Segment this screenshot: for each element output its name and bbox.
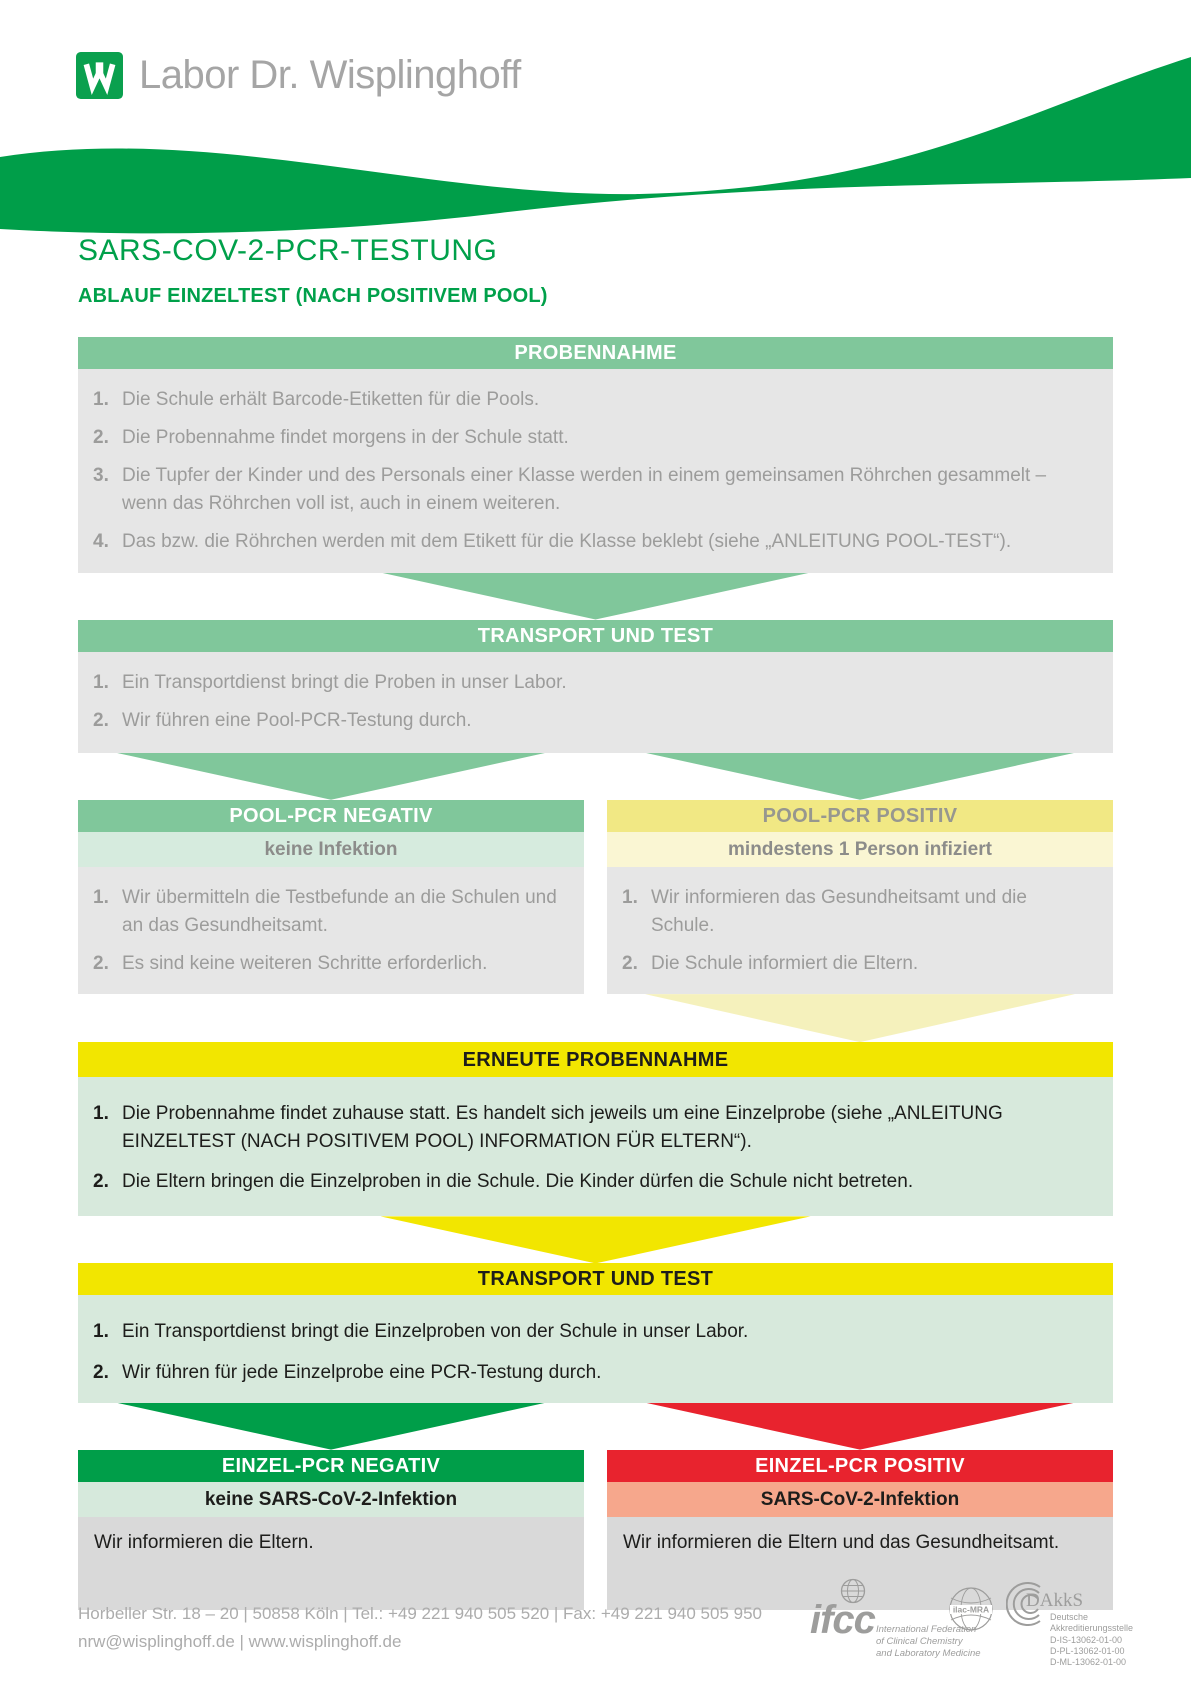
dakks-caption-line: D-ML-13062-01-00 [1050, 1657, 1127, 1667]
item-number: 4. [93, 531, 109, 553]
flow-arrow-down-icon [381, 573, 811, 620]
section-body [78, 652, 1113, 753]
list-item [93, 884, 566, 940]
list-item [93, 1318, 1095, 1346]
section-header: TRANSPORT UND TEST [78, 1263, 1113, 1295]
section-body: Wir informieren die Eltern und das Gesundheitsamt. [607, 1517, 1113, 1610]
item-number: 3. [93, 465, 109, 487]
item-text: Die Probennahme findet zuhause statt. Es handelt sich jeweils um eine Einzelprobe (siehe „ANLEITUNG EINZELTEST (NACH POSITIVEM POOL) INFORMATION FÜR ELTERN“). [122, 1103, 1003, 1153]
list-item [93, 462, 1095, 518]
section-body [607, 867, 1113, 994]
list-item [93, 1359, 1095, 1387]
brand-name: Labor Dr. Wisplinghoff [139, 53, 521, 97]
section-header: POOL-PCR POSITIV [607, 800, 1113, 832]
section-subheader: mindestens 1 Person infiziert [607, 832, 1113, 867]
item-text: Die Probennahme findet morgens in der Schule statt. [122, 427, 569, 449]
section-pool-negativ [78, 800, 584, 994]
dakks-caption-line: D-PL-13062-01-00 [1050, 1645, 1125, 1656]
item-text: Das bzw. die Röhrchen werden mit dem Etikett für die Klasse beklebt (siehe „ANLEITUNG POOL-TEST“). [122, 531, 1012, 553]
section-body [78, 1077, 1113, 1216]
list-item [93, 528, 1095, 556]
item-text: Ein Transportdienst bringt die Einzelproben von der Schule in unser Labor. [122, 1321, 749, 1343]
svg-text:ilac-MRA: ilac-MRA [952, 1604, 990, 1615]
flow-arrow-down-icon [116, 753, 546, 800]
section-transport-2 [78, 1263, 1113, 1402]
section-header: ERNEUTE PROBENNAHME [78, 1042, 1113, 1077]
list-item [622, 884, 1095, 940]
flow-arrow-down-icon [645, 753, 1075, 800]
item-number: 1. [93, 389, 109, 410]
footer-contact-block [78, 1600, 762, 1656]
section-header: POOL-PCR NEGATIV [78, 800, 584, 832]
page-subtitle: ABLAUF EINZELTEST (NACH POSITIVEM POOL) [78, 285, 548, 307]
list-item [93, 386, 1095, 414]
title-block [78, 234, 548, 308]
section-body: Wir informieren die Eltern. [78, 1517, 584, 1610]
flow-split-arrows [78, 753, 1113, 800]
item-text: Die Tupfer der Kinder und des Personals einer Klasse werden in einem gemeinsamen Röhrchen gesammelt – wenn das Röhrchen voll ist, auch in einem weiteren. [122, 465, 1047, 515]
section-body [78, 369, 1113, 573]
section-subheader: keine Infektion [78, 832, 584, 867]
item-text: Wir informieren das Gesundheitsamt und die Schule. [651, 886, 1027, 936]
item-number: 1. [93, 671, 109, 693]
item-number: 2. [93, 427, 109, 449]
item-number: 2. [622, 952, 638, 974]
item-number: 1. [93, 1321, 109, 1343]
item-text: Die Schule informiert die Eltern. [651, 952, 919, 974]
item-text: Es sind keine weiteren Schritte erforderlich. [122, 952, 488, 974]
ifcc-caption-line: of Clinical Chemistry [876, 1635, 963, 1647]
dakks-caption [1050, 1612, 1140, 1668]
section-erneute-probennahme [78, 1042, 1113, 1216]
ilac-mra-logo [948, 1586, 994, 1632]
flow-split-arrows [78, 1403, 1113, 1450]
header-wave-graphic [0, 0, 1191, 250]
section-einzel-negativ [78, 1450, 584, 1610]
section-header: PROBENNAHME [78, 337, 1113, 369]
section-probennahme [78, 337, 1113, 573]
item-text: Wir übermitteln die Testbefunde an die Schulen und an das Gesundheitsamt. [122, 886, 557, 936]
section-transport-1 [78, 620, 1113, 753]
section-header: EINZEL-PCR POSITIV [607, 1450, 1113, 1482]
item-number: 2. [93, 1361, 109, 1383]
list-item [93, 1100, 1095, 1156]
dakks-caption-line: Akkreditierungsstelle [1050, 1623, 1134, 1634]
item-text: Die Schule erhält Barcode-Etiketten für die Pools. [122, 389, 540, 410]
footer-address: Horbeller Str. 18 – 20 | 50858 Köln | Tel.: +49 221 940 505 520 | Fax: +49 221 940 505 950 [78, 1604, 763, 1623]
footer-logos [810, 1578, 1134, 1668]
item-text: Ein Transportdienst bringt die Proben in unser Labor. [122, 671, 567, 693]
section-header: EINZEL-PCR NEGATIV [78, 1450, 584, 1482]
item-number: 1. [93, 1103, 109, 1125]
page-title: SARS-COV-2-PCR-TESTUNG [78, 234, 498, 267]
list-item [93, 950, 566, 978]
flow-arrow-down-icon [645, 994, 1075, 1042]
list-item [93, 707, 1095, 735]
item-number: 1. [622, 886, 638, 908]
section-body [78, 867, 584, 994]
list-item [622, 950, 1095, 978]
item-number: 2. [93, 952, 109, 974]
section-body [78, 1295, 1113, 1402]
dakks-caption-line: Deutsche [1050, 1612, 1089, 1622]
flowchart [78, 337, 1113, 1610]
flow-arrow-down-icon [381, 1216, 811, 1263]
section-subheader: SARS-CoV-2-Infektion [607, 1482, 1113, 1517]
section-pool-positiv [607, 800, 1113, 994]
item-number: 1. [93, 886, 109, 908]
item-number: 2. [93, 709, 109, 731]
footer-links: nrw@wisplinghoff.de | www.wisplinghoff.de [78, 1632, 402, 1652]
flow-arrow-down-icon [116, 1403, 546, 1450]
ifcc-logo: ifcc [810, 1598, 875, 1642]
list-item [93, 1168, 1095, 1196]
dakks-logo-text: DAkkS [1026, 1590, 1084, 1611]
flow-arrow-row [78, 994, 1113, 1042]
list-item [93, 424, 1095, 452]
item-number: 2. [93, 1171, 109, 1193]
section-header: TRANSPORT UND TEST [78, 620, 1113, 652]
section-subheader: keine SARS-CoV-2-Infektion [78, 1482, 584, 1517]
flow-arrow-down-icon [645, 1403, 1075, 1450]
item-text: Wir führen für jede Einzelprobe eine PCR-Testung durch. [122, 1361, 602, 1383]
item-text: Wir führen eine Pool-PCR-Testung durch. [122, 709, 472, 731]
dakks-caption-line: D-IS-13062-01-00 [1050, 1634, 1123, 1645]
pool-result-columns [78, 800, 1113, 994]
brand-logo-icon [76, 52, 123, 99]
item-text: Die Eltern bringen die Einzelproben in die Schule. Die Kinder dürfen die Schule nicht betreten. [122, 1171, 914, 1193]
list-item [93, 669, 1095, 697]
ifcc-caption-line: and Laboratory Medicine [876, 1647, 981, 1659]
brand-header [76, 52, 521, 99]
ifcc-caption-line: International Federation [876, 1624, 977, 1635]
